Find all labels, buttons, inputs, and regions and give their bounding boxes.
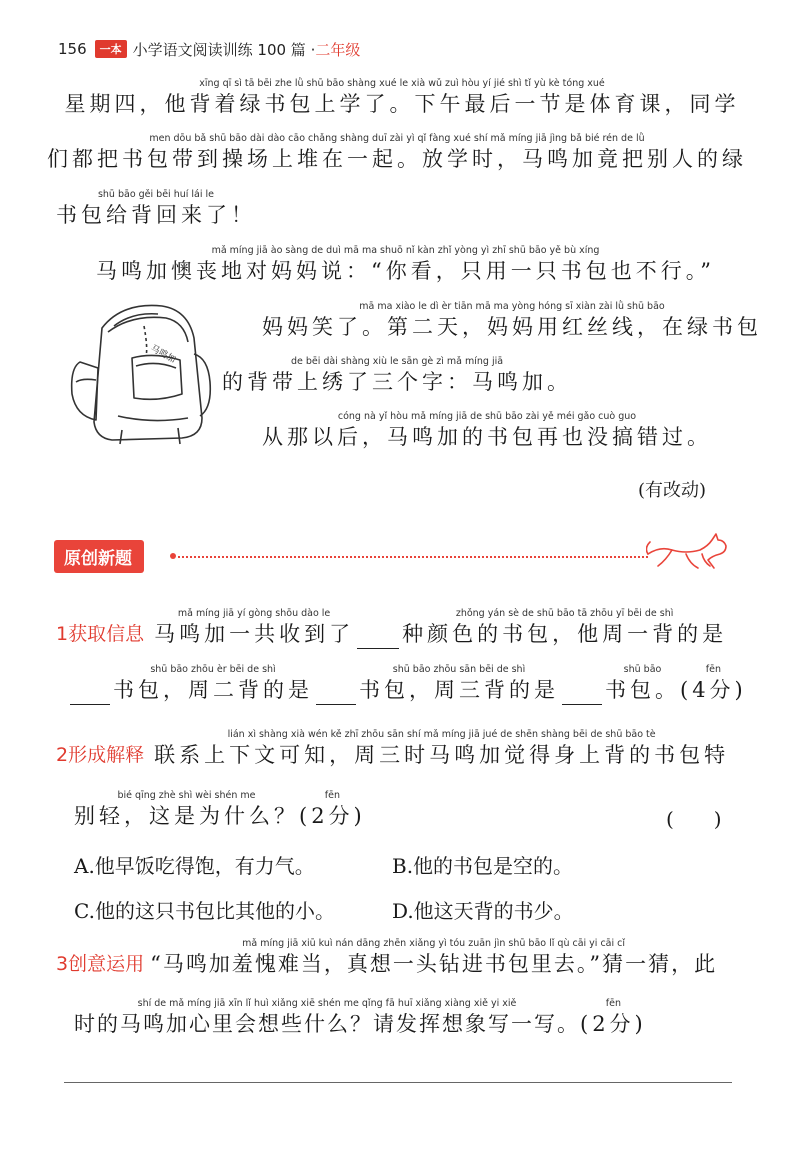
hanzi: 联系上下文可知，周三时马鸣加觉得身上背的书包特	[154, 743, 730, 767]
pinyin: xīng qī sì tā bēi zhe lǜ shū bāo shàng xué le xià wǔ zuì hòu yí jié shì tǐ yù kè tóng xué	[199, 78, 605, 89]
pinyin: lián xì shàng xià wén kě zhī zhōu sān shí mǎ míng jiā jué de shēn shàng bēi de shū bāo tè	[227, 729, 656, 740]
hanzi: 马鸣加懊丧地对妈妈说：“你看，只用一只书包也不行。”	[96, 259, 715, 283]
hanzi: 时的马鸣加心里会想些什么？请发挥想象写一写。	[74, 1012, 580, 1036]
pinyin: men dōu bǎ shū bāo dài dào cāo chǎng shàng duī zài yì qǐ fàng xué shí mǎ míng jiā jìng bǎ bié rén de lǜ	[149, 133, 645, 144]
hanzi: 马鸣加一共收到了	[154, 622, 355, 646]
passage-line-5	[262, 301, 762, 342]
page-header	[58, 38, 360, 60]
passage-line-7	[262, 411, 712, 452]
pinyin: fēn	[605, 998, 621, 1009]
hanzi: (2分)	[580, 1012, 647, 1036]
question-1-line-1	[56, 608, 727, 649]
dotted-divider	[178, 556, 648, 558]
hanzi: 书包，周三背的是	[359, 678, 559, 702]
pinyin: shū bāo	[623, 664, 662, 675]
question-2-line-2	[74, 790, 366, 831]
hanzi: 们都把书包带到操场上堆在一起。放学时，马鸣加竟把别人的绿	[47, 147, 747, 171]
hanzi: (2分)	[299, 804, 366, 828]
hanzi: 种颜色的书包，他周一背的是	[402, 622, 728, 646]
pinyin: zhǒng yán sè de shū bāo tā zhōu yī bēi de shì	[455, 608, 674, 619]
option-c[interactable]: C.他的这只书包比其他的小。	[74, 899, 335, 923]
option-d[interactable]: D.他这天背的书少。	[392, 899, 574, 923]
hanzi: 书包，周二背的是	[113, 678, 313, 702]
pinyin: bié qīng zhè shì wèi shén me	[117, 790, 256, 801]
pinyin: shū bāo zhōu èr bēi de shì	[150, 664, 276, 675]
backpack-illustration	[62, 298, 222, 448]
pinyin: fēn	[324, 790, 340, 801]
hanzi: 从那以后，马鸣加的书包再也没搞错过。	[262, 425, 712, 449]
pinyin: shí de mǎ míng jiā xīn lǐ huì xiǎng xiē shén me qǐng fā huī xiǎng xiàng xiě yi xiě	[137, 998, 517, 1009]
passage-line-4	[96, 245, 715, 286]
hanzi: 书包。	[605, 678, 680, 702]
passage-line-6	[222, 356, 572, 397]
hanzi: “马鸣加羞愧难当，真想一头钻进书包里去。”猜一猜，此	[150, 952, 718, 976]
pinyin: mǎ míng jiā xiū kuì nán dāng zhēn xiǎng yì tóu zuān jìn shū bāo lǐ qù cāi yi cāi cǐ	[242, 938, 626, 949]
question-3-line-1	[56, 938, 717, 979]
answer-parentheses[interactable]: ( )	[666, 807, 722, 831]
pinyin: shū bāo zhōu sān bēi de shì	[392, 664, 526, 675]
pinyin: cóng nà yǐ hòu mǎ míng jiā de shū bāo zài yě méi gǎo cuò guo	[337, 411, 637, 422]
backpack-embroidery: 马鸣加	[148, 343, 178, 366]
hanzi: 妈妈笑了。第二天，妈妈用红丝线，在绿书包	[262, 315, 762, 339]
answer-line[interactable]	[64, 1082, 732, 1083]
passage-line-2	[47, 133, 747, 174]
question-1-line-2	[70, 664, 747, 705]
question-3-line-2	[74, 998, 647, 1039]
question-2-label: 2形成解释	[56, 744, 145, 766]
option-a[interactable]: A.他早饭吃得饱，有力气。	[74, 854, 315, 878]
grade-label: 二年级	[315, 40, 361, 59]
page-number: 156	[58, 40, 87, 58]
series-title: 小学语文阅读训练 100 篇 ·	[132, 40, 316, 59]
pinyin: mǎ míng jiā ào sàng de duì mā ma shuō nǐ kàn zhǐ yòng yì zhī shū bāo yě bù xíng	[211, 245, 600, 256]
pinyin: mā ma xiào le dì èr tiān mā ma yòng hóng sī xiàn zài lǜ shū bāo	[359, 301, 665, 312]
answer-blank-4[interactable]	[562, 678, 602, 705]
hanzi: 书包给背回来了！	[56, 203, 256, 227]
hanzi: 的背带上绣了三个字：马鸣加。	[222, 370, 572, 394]
banner-dot	[170, 553, 176, 559]
running-cat-icon	[646, 528, 730, 574]
hanzi: 星期四，他背着绿书包上学了。下午最后一节是体育课，同学	[64, 92, 740, 116]
question-3-label: 3创意运用	[56, 953, 145, 975]
pinyin: mǎ míng jiā yí gòng shōu dào le	[177, 608, 331, 619]
hanzi: (4分)	[680, 678, 747, 702]
question-2-line-1	[56, 729, 729, 770]
brand-badge: 一本	[95, 40, 127, 58]
answer-blank-3[interactable]	[316, 678, 356, 705]
pinyin: de bēi dài shàng xiù le sān gè zì mǎ míng jiā	[290, 356, 504, 367]
option-b[interactable]: B.他的书包是空的。	[392, 854, 574, 878]
pinyin: shū bāo gěi bēi huí lái le	[97, 189, 215, 200]
section-banner: 原创新题	[54, 540, 144, 573]
question-1-label: 1获取信息	[56, 623, 145, 645]
passage-line-1	[66, 78, 738, 119]
pinyin: fēn	[705, 664, 721, 675]
passage-line-3	[56, 189, 256, 230]
source-note: (有改动)	[638, 480, 707, 501]
answer-blank-1[interactable]	[357, 622, 399, 649]
hanzi: 别轻，这是为什么？	[74, 804, 299, 828]
answer-blank-2[interactable]	[70, 678, 110, 705]
